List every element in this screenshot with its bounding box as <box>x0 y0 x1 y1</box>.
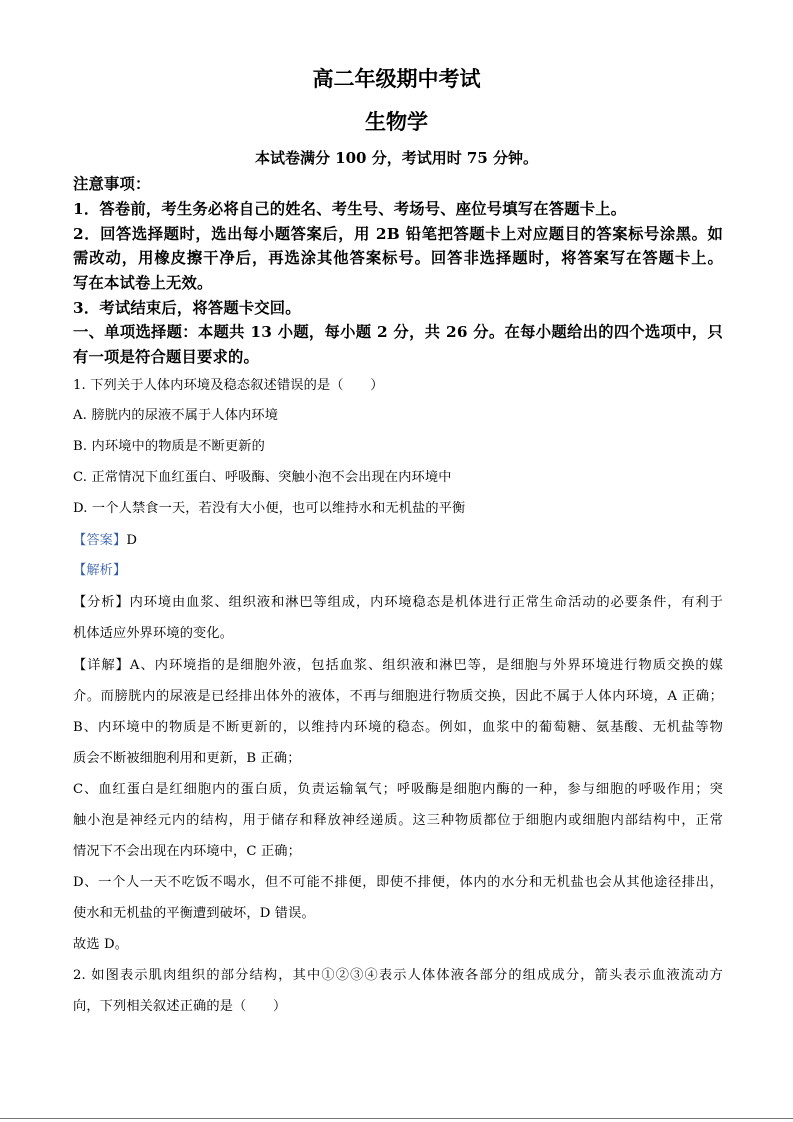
answer-value: D <box>126 533 138 548</box>
conclusion-line: 故选 D。 <box>73 937 129 952</box>
fenxi-text-1: 内环境由血浆、组织液和淋巴等组成，内环境稳态是机体进行正常生命活动的必要条件，有利于 <box>129 595 723 610</box>
exam-info: 本试卷满分 100 分，考试用时 75 分钟。 <box>254 149 539 167</box>
detail-line-4: 质会不断被细胞利用和更新，B 正确； <box>73 751 301 766</box>
analysis-line <box>73 559 723 578</box>
fenxi-tag: 【分析】 <box>73 595 130 610</box>
fenxi-line-1 <box>73 591 723 610</box>
detail-line-6: 触小泡是神经元内的结构，用于储存和释放神经递质。这三种物质都位于细胞内或细胞内部结构中，正常 <box>73 813 723 828</box>
answer-line <box>73 529 723 548</box>
question-1-option-c: C. 正常情况下血红蛋白、呼吸酶、突触小泡不会出现在内环境中 <box>73 470 452 485</box>
analysis-tag: 【解析】 <box>73 563 127 578</box>
question-1-stem: 1. 下列关于人体内环境及稳态叙述错误的是（ ） <box>73 378 384 393</box>
detail-line-1 <box>73 654 723 673</box>
notice-item-2-line-1: 2．回答选择题时，选出每小题答案后，用 2B 铅笔把答题卡上对应题目的答案标号涂黑。如 <box>73 225 723 243</box>
notice-item-2-line-2: 需改动，用橡皮擦干净后，再选涂其他答案标号。回答非选择题时，将答案写在答题卡上。 <box>73 249 723 267</box>
detail-text-1: A、内环境指的是细胞外液，包括血浆、组织液和淋巴等，是细胞与外界环境进行物质交换的媒 <box>129 658 723 673</box>
detail-line-8: D、一个人一天不吃饭不喝水，但不可能不排便，即使不排便，体内的水分和无机盐也会从其他途径排出， <box>73 875 723 890</box>
subject-title: 生物学 <box>365 109 428 134</box>
fenxi-line-2: 机体适应外界环境的变化。 <box>73 626 234 641</box>
answer-tag: 【答案】 <box>73 533 127 548</box>
detail-line-3: B、内环境中的物质是不断更新的，以维持内环境的稳态。例如，血浆中的葡萄糖、氨基酸、无机盐等物 <box>73 720 723 735</box>
question-1-option-d: D. 一个人禁食一天，若没有大小便，也可以维持水和无机盐的平衡 <box>73 501 466 516</box>
question-1-option-b: B. 内环境中的物质是不断更新的 <box>73 439 265 454</box>
question-2-line-1: 2. 如图表示肌肉组织的部分结构，其中①②③④表示人体体液各部分的组成成分，箭头表示血液流动方 <box>73 968 723 983</box>
detail-line-2: 介。而膀胱内的尿液是已经排出体外的液体，不再与细胞进行物质交换，因此不属于人体内环境，A 正确； <box>73 689 723 704</box>
section-heading-line-2: 有一项是符合题目要求的。 <box>73 348 259 366</box>
question-2-line-2: 向，下列相关叙述正确的是（ ） <box>73 999 287 1014</box>
section-heading-line-1: 一、单项选择题：本题共 13 小题，每小题 2 分，共 26 分。在每小题给出的四个选项中，只 <box>73 323 723 341</box>
page-bottom-rule <box>0 1118 793 1119</box>
notice-item-1: 1．答卷前，考生务必将自己的姓名、考生号、考场号、座位号填写在答题卡上。 <box>73 200 627 218</box>
notice-item-3: 3．考试结束后，将答题卡交回。 <box>73 299 301 317</box>
detail-line-7: 情况下不会出现在内环境中，C 正确； <box>73 844 301 859</box>
notice-item-2-line-3: 写在本试卷上无效。 <box>73 274 213 292</box>
question-1-option-a: A. 膀胱内的尿液不属于人体内环境 <box>73 408 279 423</box>
detail-line-5: C、血红蛋白是红细胞内的蛋白质，负责运输氧气；呼吸酶是细胞内酶的一种，参与细胞的呼吸作用；突 <box>73 782 723 797</box>
notice-heading: 注意事项： <box>73 175 151 193</box>
detail-line-9: 使水和无机盐的平衡遭到破坏，D 错误。 <box>73 906 315 921</box>
detail-tag: 【详解】 <box>73 658 130 673</box>
exam-title: 高二年级期中考试 <box>312 66 481 91</box>
